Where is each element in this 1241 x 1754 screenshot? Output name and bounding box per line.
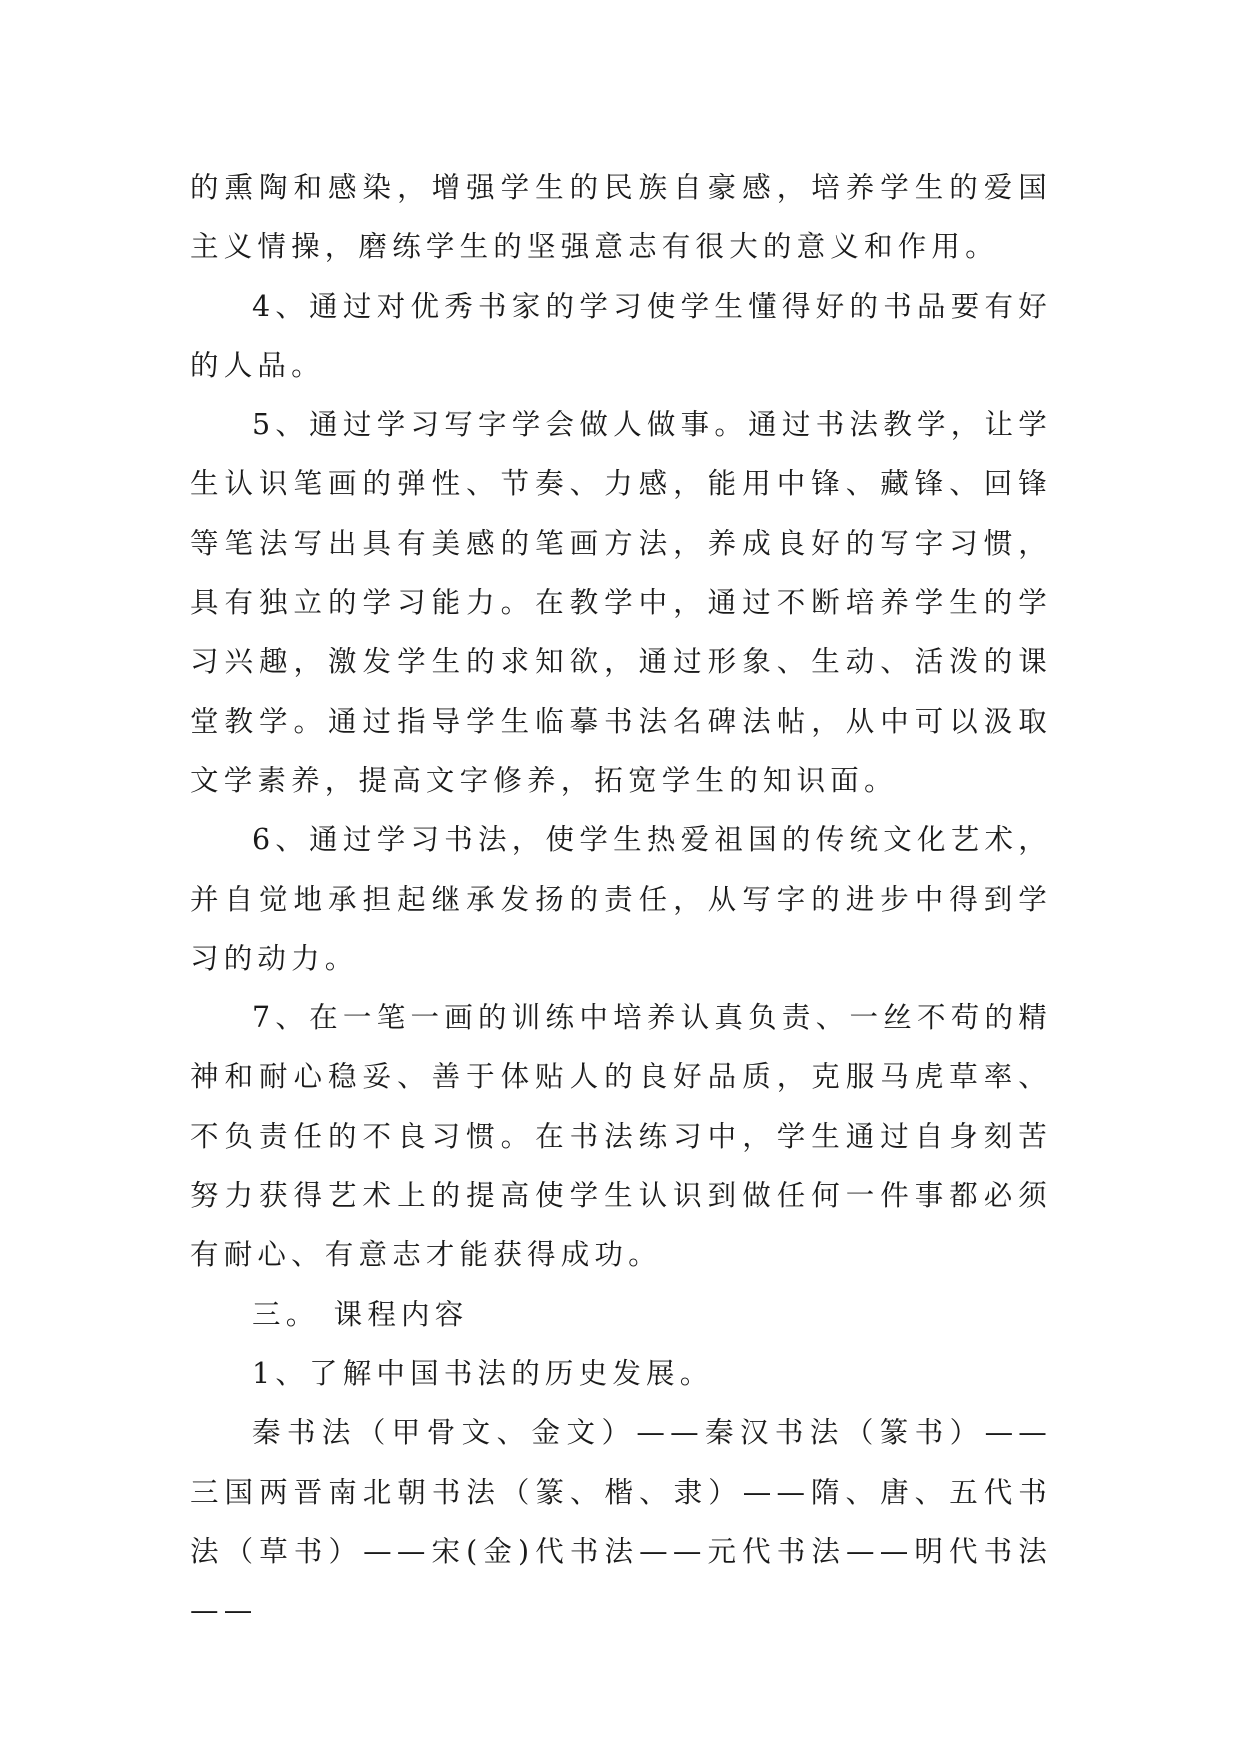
paragraph-continuation: 的熏陶和感染，增强学生的民族自豪感，培养学生的爱国主义情操，磨练学生的坚强意志有很大的意义和作用。 [190, 171, 1052, 264]
document-page [190, 158, 1052, 1640]
section-heading-course-content: 三。 课程内容 [252, 1297, 469, 1331]
paragraph-history-timeline: 秦书法（甲骨文、金文）——秦汉书法（篆书）——三国两晋南北朝书法（篆、楷、隶）——隋、唐、五代书法（草书）——宋(金)代书法——元代书法——明代书法—— [190, 1416, 1052, 1628]
paragraph-item-4: 4、通过对优秀书家的学习使学生懂得好的书品要有好的人品。 [190, 289, 1052, 382]
paragraph-item-5: 5、通过学习写字学会做人做事。通过书法教学，让学生认识笔画的弹性、节奏、力感，能用中锋、藏锋、回锋等笔法写出具有美感的笔画方法，养成良好的写字习惯，具有独立的学习能力。在教学中，通过不断培养学生的学习兴趣，激发学生的求知欲，通过形象、生动、活泼的课堂教学。通过指导学生临摹书法名碑法帖，从中可以汲取文学素养，提高文字修养，拓宽学生的知识面。 [190, 408, 1052, 797]
paragraph-item-7: 7、在一笔一画的训练中培养认真负责、一丝不苟的精神和耐心稳妥、善于体贴人的良好品质，克服马虎草率、不负责任的不良习惯。在书法练习中，学生通过自身刻苦努力获得艺术上的提高使学生认识到做任何一件事都必须有耐心、有意志才能获得成功。 [190, 1001, 1052, 1272]
paragraph-history-intro: 1、了解中国书法的历史发展。 [252, 1356, 714, 1390]
paragraph-item-6: 6、通过学习书法，使学生热爱祖国的传统文化艺术，并自觉地承担起继承发扬的责任，从写字的进步中得到学习的动力。 [190, 823, 1052, 975]
